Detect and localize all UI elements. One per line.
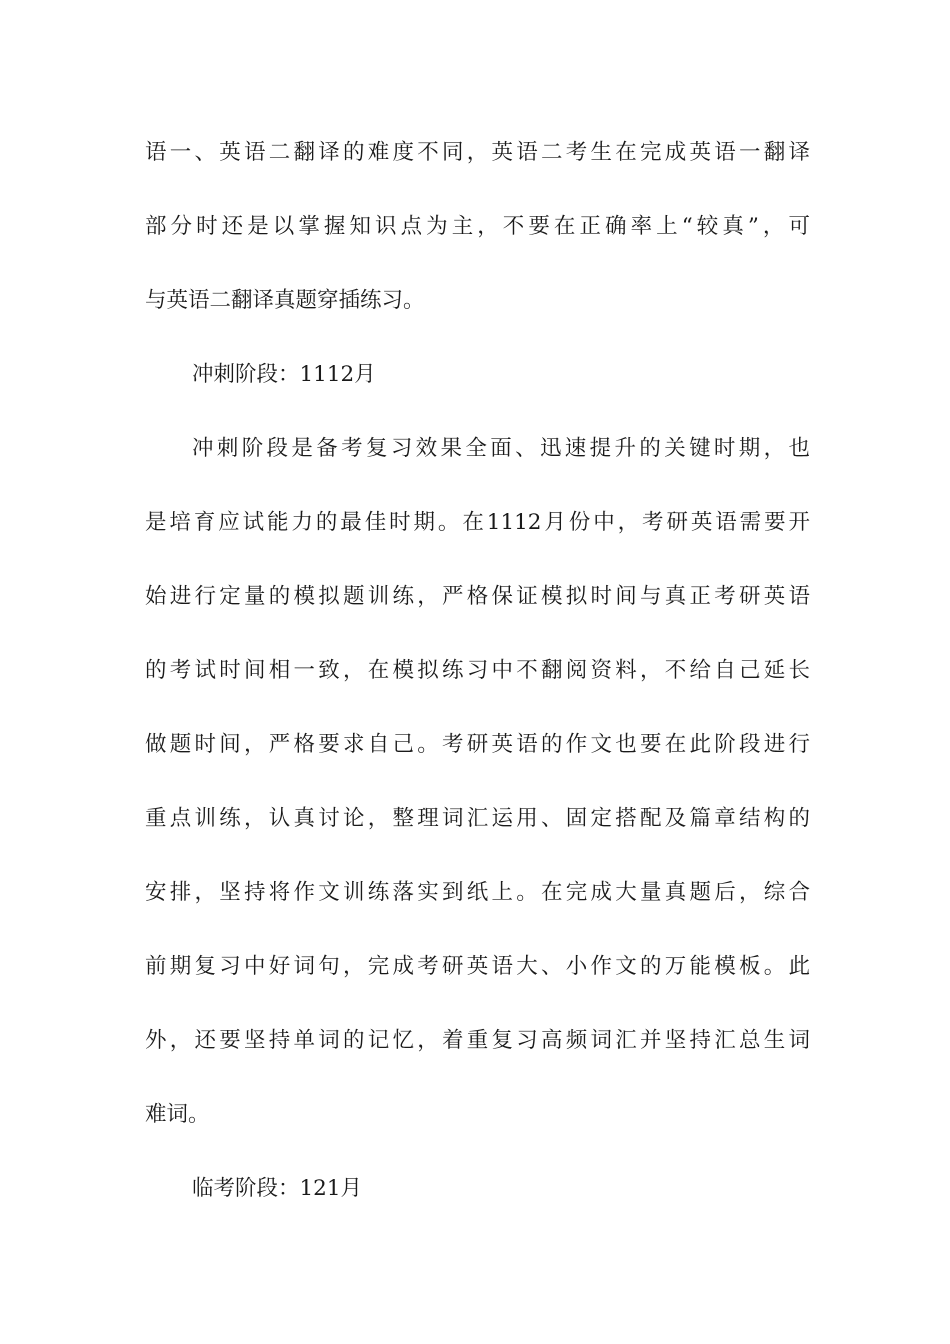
paragraph-line: 部分时还是以掌握知识点为主，不要在正确率上“较真”，可 [145, 214, 810, 239]
paragraph-line: 与英语二翻译真题穿插练习。 [145, 288, 425, 313]
paragraph-line: 是培育应试能力的最佳时期。在1112月份中，考研英语需要开 [145, 510, 810, 535]
paragraph-line: 重点训练，认真讨论，整理词汇运用、固定搭配及篇章结构的 [145, 806, 810, 831]
paragraph-line: 安排，坚持将作文训练落实到纸上。在完成大量真题后，综合 [145, 880, 810, 905]
paragraph-line: 外，还要坚持单词的记忆，着重复习高频词汇并坚持汇总生词 [145, 1028, 810, 1053]
paragraph-line: 冲刺阶段是备考复习效果全面、迅速提升的关键时期，也 [192, 436, 810, 461]
paragraph-line: 语一、英语二翻译的难度不同，英语二考生在完成英语一翻译 [145, 140, 810, 165]
paragraph-line: 始进行定量的模拟题训练，严格保证模拟时间与真正考研英语 [145, 584, 810, 609]
paragraph-line: 的考试时间相一致，在模拟练习中不翻阅资料，不给自己延长 [145, 658, 810, 683]
section-heading-sprint: 冲刺阶段：1112月 [192, 362, 376, 387]
paragraph-line: 难词。 [145, 1102, 210, 1127]
section-heading-final: 临考阶段：121月 [192, 1176, 363, 1201]
paragraph-line: 前期复习中好词句，完成考研英语大、小作文的万能模板。此 [145, 954, 810, 979]
paragraph-line: 做题时间，严格要求自己。考研英语的作文也要在此阶段进行 [145, 732, 810, 757]
